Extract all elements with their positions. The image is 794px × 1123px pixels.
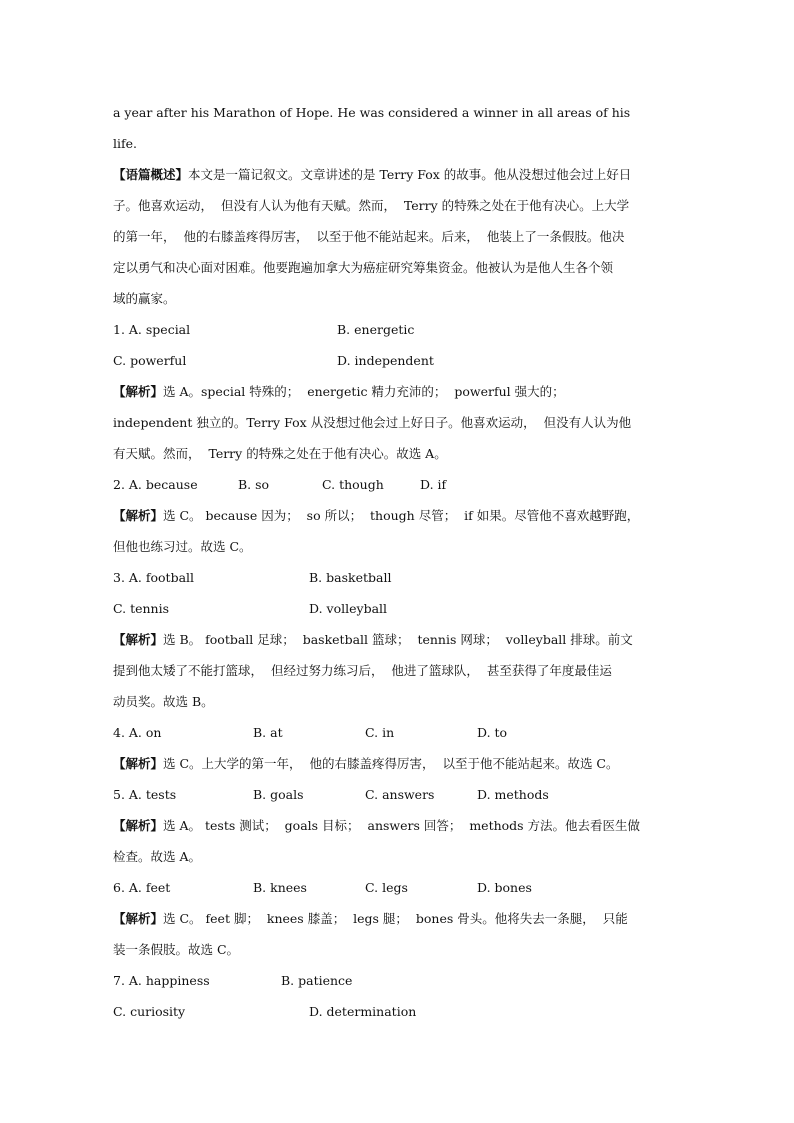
option: 3. A. football [113, 570, 195, 585]
option-row [113, 872, 683, 903]
analysis-tag: 【解析】 [113, 756, 164, 771]
summary-text: 定以勇气和决心面对困难。他要跑遍加拿大为癌症研究筹集资金。他被认为是他人生各个领 [113, 260, 614, 275]
option: 1. A. special [113, 322, 191, 337]
document-page [113, 97, 683, 1027]
option: B. knees [253, 880, 307, 895]
analysis-text: independent 独立的。Terry Fox 从没想过他会过上好日子。他喜欢运动， 但没有人认为他 [113, 415, 632, 430]
option: C. powerful [113, 353, 187, 368]
option: D. independent [337, 353, 434, 368]
analysis-text: 选 A。 tests 测试； goals 目标； answers 回答； methods 方法。他去看医生做 [163, 818, 641, 833]
analysis-tag: 【解析】 [113, 384, 164, 399]
question-2 [113, 469, 683, 562]
analysis-text: 检查。故选 A。 [113, 849, 202, 864]
option: C. legs [365, 880, 408, 895]
option: B. patience [281, 973, 353, 988]
option-row [113, 562, 683, 593]
option: 2. A. because [113, 477, 198, 492]
summary-text: 域的赢家。 [113, 291, 176, 306]
option: B. goals [253, 787, 304, 802]
analysis-text: 但他也练习过。故选 C。 [113, 539, 252, 554]
option: D. determination [309, 1004, 417, 1019]
option: D. bones [477, 880, 532, 895]
intro-line-1: a year after his Marathon of Hope. He was considered a winner in all areas of his [113, 105, 631, 120]
question-3 [113, 562, 683, 717]
question-6 [113, 872, 683, 965]
option: B. at [253, 725, 283, 740]
analysis-tag: 【解析】 [113, 911, 164, 926]
option: 7. A. happiness [113, 973, 210, 988]
option: B. energetic [337, 322, 415, 337]
option-row [113, 996, 683, 1027]
option: B. so [238, 477, 270, 492]
option: C. curiosity [113, 1004, 186, 1019]
question-1 [113, 314, 683, 469]
option: D. if [420, 477, 447, 492]
analysis-tag: 【解析】 [113, 508, 164, 523]
option: C. tennis [113, 601, 169, 616]
option: C. in [365, 725, 395, 740]
option-row [113, 593, 683, 624]
analysis-text: 动员奖。故选 B。 [113, 694, 214, 709]
option: 6. A. feet [113, 880, 171, 895]
analysis-text: 选 C。上大学的第一年， 他的右膝盖疼得厉害， 以至于他不能站起来。故选 C。 [163, 756, 619, 771]
summary-text: 子。他喜欢运动， 但没有人认为他有天赋。然而， Terry 的特殊之处在于他有决心。上大学 [113, 198, 630, 213]
intro-line-2: life. [113, 136, 137, 151]
question-5 [113, 779, 683, 872]
analysis-tag: 【解析】 [113, 632, 164, 647]
analysis-text: 有天赋。然而， Terry 的特殊之处在于他有决心。故选 A。 [113, 446, 447, 461]
analysis-text: 装一条假肢。故选 C。 [113, 942, 240, 957]
option-row [113, 314, 683, 345]
analysis-text: 选 A。special 特殊的； energetic 精力充沛的； powerful 强大的； [163, 384, 565, 399]
analysis-text: 选 B。 football 足球； basketball 篮球； tennis 网球； volleyball 排球。前文 [163, 632, 633, 647]
option-row [113, 965, 683, 996]
option: D. to [477, 725, 508, 740]
summary-text: 的第一年， 他的右膝盖疼得厉害， 以至于他不能站起来。后来， 他装上了一条假肢。他决 [113, 229, 625, 244]
passage-summary [113, 159, 683, 314]
option: 5. A. tests [113, 787, 177, 802]
summary-tag: 【语篇概述】 [113, 167, 189, 182]
analysis-text: 提到他太矮了不能打篮球， 但经过努力练习后， 他进了篮球队， 甚至获得了年度最佳运 [113, 663, 612, 678]
option-row [113, 779, 683, 810]
option: D. volleyball [309, 601, 388, 616]
option: B. basketball [309, 570, 392, 585]
analysis-tag: 【解析】 [113, 818, 164, 833]
question-4 [113, 717, 683, 779]
option-row [113, 345, 683, 376]
summary-text: 本文是一篇记叙文。文章讲述的是 Terry Fox 的故事。他从没想过他会过上好日 [188, 167, 632, 182]
analysis-text: 选 C。 feet 脚； knees 膝盖； legs 腿； bones 骨头。他将失去一条腿， 只能 [163, 911, 628, 926]
option-row [113, 717, 683, 748]
option: C. though [322, 477, 384, 492]
option: 4. A. on [113, 725, 162, 740]
option: C. answers [365, 787, 435, 802]
analysis-text: 选 C。 because 因为； so 所以； though 尽管； if 如果。尽管他不喜欢越野跑， [163, 508, 640, 523]
option-row [113, 469, 683, 500]
question-7 [113, 965, 683, 1027]
option: D. methods [477, 787, 549, 802]
